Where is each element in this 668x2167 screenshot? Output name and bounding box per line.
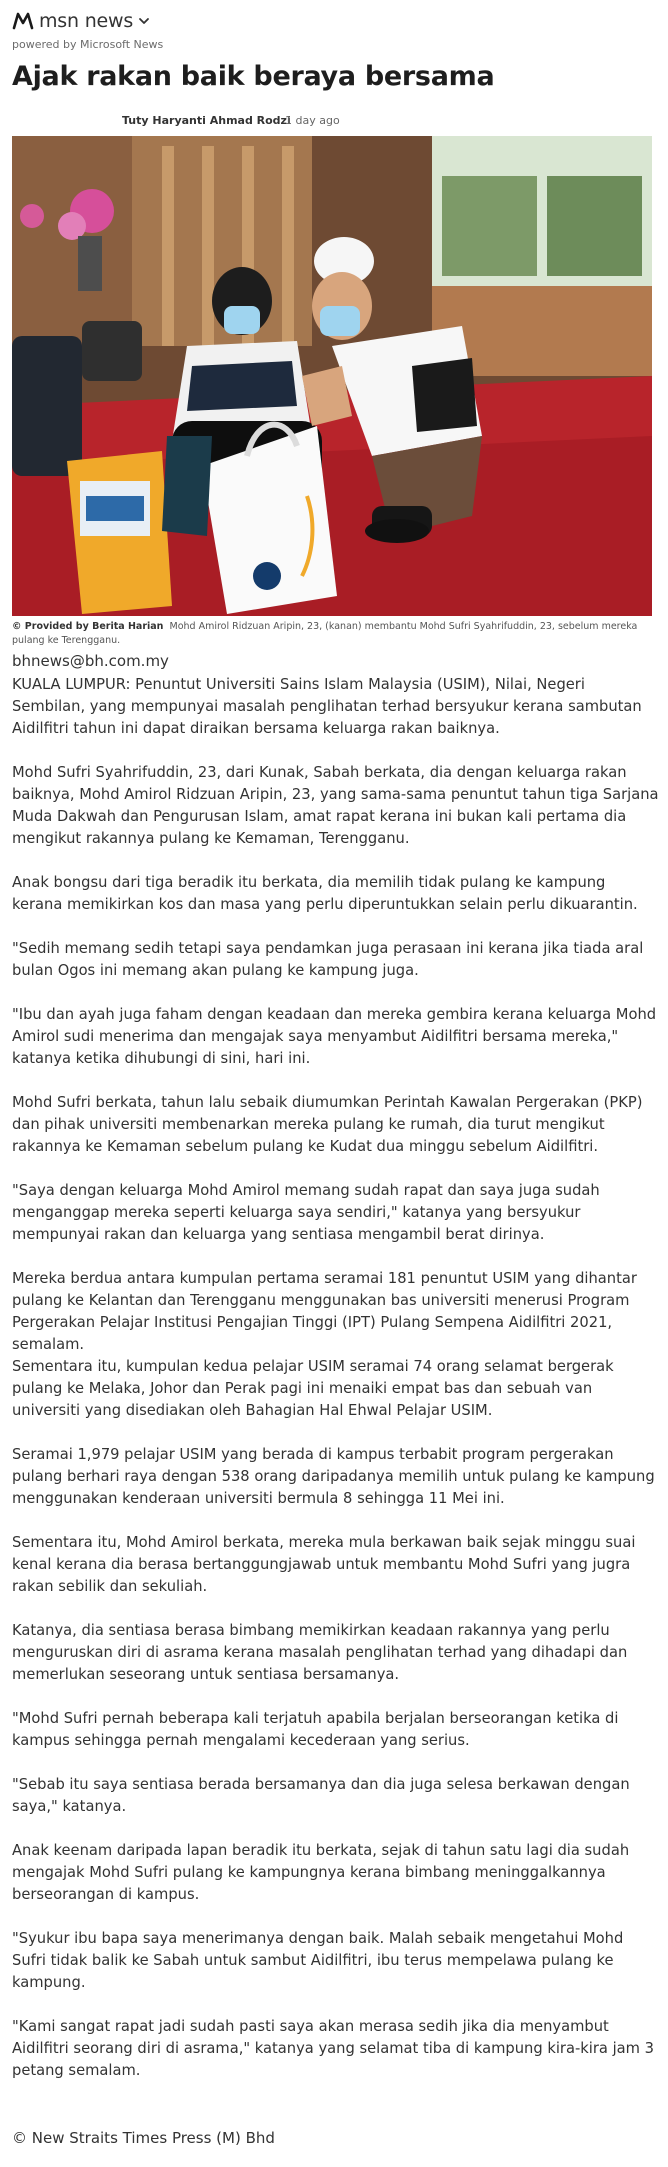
paragraph: "Ibu dan ayah juga faham dengan keadaan dan mereka gembira kerana keluarga Mohd Amirol sudi menerima dan mengajak saya menyambut Aidilfitri bersama mereka," katanya ketika dihubungi di sini, hari ini. — [12, 1006, 657, 1067]
photo-caption — [12, 620, 652, 648]
byline — [12, 100, 652, 139]
publish-time: 1 day ago — [285, 114, 340, 127]
brand-name: msn news — [39, 10, 134, 32]
paragraph: Anak keenam daripada lapan beradik itu berkata, sejak di tahun satu lagi dia sudah mengajak Mohd Sufri pulang ke kampungnya kerana bimbang meninggalkannya berseorangan di kampus. — [12, 1842, 630, 1903]
paragraph: "Saya dengan keluarga Mohd Amirol memang sudah rapat dan saya juga sudah menganggap mereka seperti keluarga saya sendiri," katanya yang bersyukur mempunyai rakan dan keluarga yang sentiasa mengambil berat dirinya. — [12, 1182, 600, 1243]
paragraph: Sementara itu, Mohd Amirol berkata, mereka mula berkawan baik sejak minggu suai kenal kerana dia berasa bertanggungjawab untuk membantu Mohd Sufri yang jugra rakan sebilik dan sekuliah. — [12, 1534, 636, 1595]
article-body — [12, 674, 660, 2104]
paragraph: KUALA LUMPUR: Penuntut Universiti Sains Islam Malaysia (USIM), Nilai, Negeri Sembilan, yang mempunyai masalah penglihatan terhad bersyukur kerana sambutan Aidilfitri tahun ini dapat diraikan bersama keluarga rakan baiknya. — [12, 676, 642, 737]
paragraph: Sementara itu, kumpulan kedua pelajar USIM seramai 74 orang selamat bergerak pulang ke Melaka, Johor dan Perak pagi ini menaiki empat bas dan sebuah van universiti yang disediakan oleh Bahagian Hal Ehwal Pelajar USIM. — [12, 1358, 614, 1419]
paragraph: "Syukur ibu bapa saya menerimanya dengan baik. Malah sebaik mengetahui Mohd Sufri tidak balik ke Sabah untuk sambut Aidilfitri, ibu terus mempelawa pulang ke kampung. — [12, 1930, 624, 1991]
paragraph: "Sedih memang sedih tetapi saya pendamkan juga perasaan ini kerana jika tiada aral bulan Ogos ini memang akan pulang ke kampung juga. — [12, 940, 644, 979]
caption-text: Mohd Amirol Ridzuan Aripin, 23, (kanan) membantu Mohd Sufri Syahrifuddin, 23, sebelum mereka pulang ke Terengganu. — [12, 621, 638, 646]
paragraph: Anak bongsu dari tiga beradik itu berkata, dia memilih tidak pulang ke kampung kerana memikirkan kos dan masa yang perlu diperuntukkan selain perlu dikuarantin. — [12, 874, 638, 913]
powered-by-text: powered by Microsoft News — [12, 38, 164, 51]
paragraph: Mohd Sufri berkata, tahun lalu sebaik diumumkan Perintah Kawalan Pergerakan (PKP) dan pihak universiti membenarkan mereka pulang ke rumah, dia turut mengikut rakannya ke Kemaman sebelum pulang ke Kudat dua minggu sebelum Aidilfitri. — [12, 1094, 643, 1155]
paragraph: Katanya, dia sentiasa berasa bimbang memikirkan keadaan rakannya yang perlu menguruskan diri di asrama kerana masalah penglihatan terhad yang dihadapi dan memerlukan seseorang untuk sentiasa bersamanya. — [12, 1622, 628, 1683]
photo-illustration — [12, 136, 652, 616]
paragraph: "Sebab itu saya sentiasa berada bersamanya dan dia juga selesa berkawan dengan saya," katanya. — [12, 1776, 630, 1815]
photo-credit: © Provided by Berita Harian — [12, 621, 164, 632]
paragraph: Seramai 1,979 pelajar USIM yang berada di kampus terbabit program pergerakan pulang berhari raya dengan 538 orang daripadanya memilih untuk pulang ke kampung menggunakan kenderaan universiti bermula 8 sehingga 11 Mei ini. — [12, 1446, 655, 1507]
paragraph: "Kami sangat rapat jadi sudah pasti saya akan merasa sedih jika dia menyambut Aidilfitri seorang diri di asrama," katanya yang selamat tiba di kampung kira-kira jam 3 petang semalam. — [12, 2018, 654, 2079]
paragraph: "Mohd Sufri pernah beberapa kali terjatuh apabila berjalan berseorangan ketika di kampus sehingga pernah mengalami kecederaan yang serius. — [12, 1710, 619, 1749]
article-photo — [12, 136, 652, 616]
chevron-down-icon — [138, 15, 150, 27]
author-name[interactable]: Tuty Haryanti Ahmad Rodzi — [122, 114, 291, 127]
source-email: bhnews@bh.com.my — [12, 652, 169, 670]
copyright-footer: © New Straits Times Press (M) Bhd — [12, 2129, 275, 2147]
msn-news-brand[interactable] — [12, 8, 150, 34]
paragraph: Mereka berdua antara kumpulan pertama seramai 181 penuntut USIM yang dihantar pulang ke Kelantan dan Terengganu menggunakan bas universiti menerusi Program Pergerakan Pelajar Institusi Pengajian Tinggi (IPT) Pulang Sempena Aidilfitri 2021, semalam. — [12, 1270, 637, 1353]
paragraph: Mohd Sufri Syahrifuddin, 23, dari Kunak, Sabah berkata, dia dengan keluarga rakan baiknya, Mohd Amirol Ridzuan Aripin, 23, yang sama-sama penuntut tahun tiga Sarjana Muda Dakwah dan Pengurusan Islam, amat rapat kerana ini bukan kali pertama dia mengikut rakannya pulang ke Kemaman, Terengganu. — [12, 764, 659, 847]
article-title: Ajak rakan baik beraya bersama — [12, 61, 495, 92]
msn-butterfly-icon — [12, 10, 34, 32]
